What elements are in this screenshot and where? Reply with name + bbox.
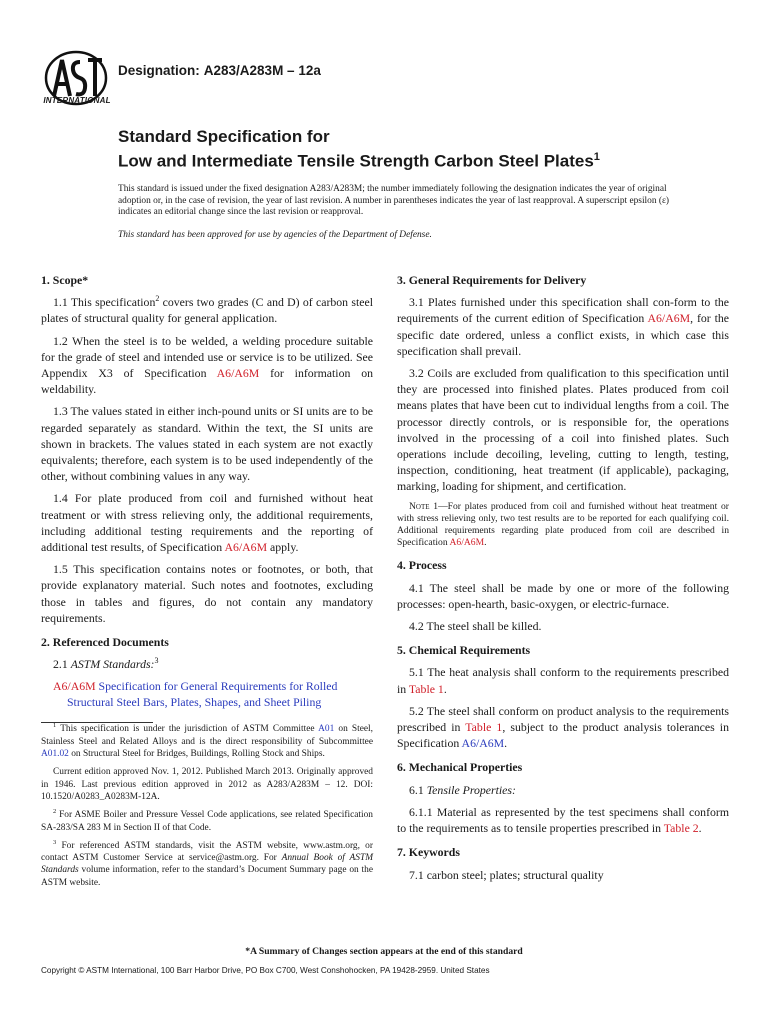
para-5-2: 5.2 The steel shall conform on product analysis to the requirements prescribed in Table 1, subject to the product analysis tolerances in Specification A6/A6M. xyxy=(397,703,729,751)
summary-of-changes-note: *A Summary of Changes section appears at the end of this standard xyxy=(245,946,523,957)
footnote-ref-3[interactable]: 3 xyxy=(154,656,159,666)
footnote-1-edition: Current edition approved Nov. 1, 2012. Published March 2013. Originally approved in 1946. Last previous edition approved in 2012 as A283/A283M – 12. DOI: 10.1520/A0283_A0283M-12A. xyxy=(41,767,373,802)
link-a6-a6m[interactable]: A6/A6M xyxy=(449,537,485,549)
para-3-2: 3.2 Coils are excluded from qualification to this specification until they are processed into finished plates. Plates produced from coil means plates that have been cut to individual lengths from a coil. The processor directly controls, or is responsible for, the operations involved in the processing of a coil into finished plates. Such operations include decoiling, leveling, cutting to length, testing, inspection, conditioning, heat treatment (if applicable), packaging, marking, loading for shipment, and certification. xyxy=(397,366,729,494)
para-4-2: 4.2 The steel shall be killed. xyxy=(409,619,542,634)
footnote-1: $^1$ This specification is under the jurisdiction of ASTM Committee A01 on Steel, Stainless Steel and Related Alloys and is the direct responsibility of Subcommittee A01.02 on Structural Steel for Bridges, Buildings, Rolling Stock and Ships. xyxy=(41,722,373,760)
para-1-1: 1.1 This specification$^2$ covers two grades (C and D) of carbon steel plates of structural quality for general application. xyxy=(41,294,373,326)
para-1-3: 1.3 The values stated in either inch-pound units or SI units are to be regarded separately as standard. Within the text, the SI units are shown in brackets. The values stated in each system are not exactly equivalents; therefore, each system is to be used independently of the other, without combining values in any way. xyxy=(41,404,373,484)
right-column xyxy=(397,272,729,889)
link-table-1[interactable]: Table 1 xyxy=(465,720,503,735)
page-title xyxy=(118,126,738,172)
ref-code[interactable]: A6/A6M xyxy=(53,679,96,694)
link-a6-a6m[interactable]: A6/A6M xyxy=(461,736,505,751)
copyright-line: Copyright © ASTM International, 100 Barr Harbor Drive, PO Box C700, West Conshohocken, PA 19428-2959. United States xyxy=(41,966,490,975)
para-3-1: 3.1 Plates furnished under this specification shall con-form to the requirements of the current edition of Specification A6/A6M, for the specific date ordered, unless a conflict exists, in which case this specification shall prevail. xyxy=(397,295,729,358)
designation-value: A283/A283M – 12a xyxy=(203,63,321,78)
para-1-5: 1.5 This specification contains notes or footnotes, or both, that provide explanatory material. Such notes and footnotes, excluding those in tables and figures, do not contain any mandatory requirements. xyxy=(41,562,373,625)
designation xyxy=(118,63,321,78)
left-column xyxy=(41,272,373,895)
footnote-3: $^3$ For referenced ASTM standards, visit the ASTM website, www.astm.org, or contact ASTM Customer Service at service@astm.org. For Annual Book of ASTM Standards volume information, refer to the standard’s Document Summary page on the ASTM website. xyxy=(41,838,373,888)
link-table-1[interactable]: Table 1 xyxy=(408,681,444,696)
para-1-4: 1.4 For plate produced from coil and furnished without heat treatment or with stress relieving only, the additional requirements, including additional testing requirements and the reporting of additional test results, of Specification A6/A6M apply. xyxy=(41,491,373,555)
designation-label: Designation: xyxy=(118,63,200,78)
referenced-document[interactable] xyxy=(53,678,373,710)
issued-statement: This standard is issued under the fixed designation A283/A283M; the number immediately following the designation indicates the year of original adoption or, in the case of revision, the year of last revision. A number in parentheses indicates the year of last reapproval. A superscript epsilon (ε) indicates an editorial change since the last revision or reapproval. xyxy=(118,184,670,218)
note-1: Note 1—For plates produced from coil and furnished without heat treatment or with stress relieving only, two test results are to be reported for each qualifying coil. Additional requirements regarding plate produced from coil are described in Specification A6/A6M. xyxy=(397,500,729,549)
section-1-heading: 1. Scope* xyxy=(41,273,89,287)
footnote-ref-2[interactable]: 2 xyxy=(155,294,160,304)
para-6-1: 6.1 Tensile Properties: xyxy=(409,782,516,797)
title-footnote-ref[interactable]: 1 xyxy=(593,151,600,163)
para-5-1: 5.1 The heat analysis shall conform to the requirements prescribed in Table 1. xyxy=(397,665,729,696)
ref-title[interactable]: Specification for General Requirements for Rolled Structural Steel Bars, Plates, Shapes, and Sheet Piling xyxy=(67,679,338,710)
section-7-heading: 7. Keywords xyxy=(397,845,460,860)
para-4-1: 4.1 The steel shall be made by one or more of the following processes: open-hearth, basic-oxygen, or electric-furnace. xyxy=(397,580,729,611)
section-5-heading: 5. Chemical Requirements xyxy=(397,643,531,658)
para-7-1: 7.1 carbon steel; plates; structural quality xyxy=(409,867,604,882)
link-a01-02[interactable]: A01.02 xyxy=(41,749,69,760)
link-a01[interactable]: A01 xyxy=(318,724,335,735)
para-2-1: 2.1 ASTM Standards:$^3$ xyxy=(53,656,159,672)
footnote-2: $^2$ For ASME Boiler and Pressure Vessel Code applications, see related Specification SA-283/SA 283 M in Section II of that Code. xyxy=(41,808,373,833)
section-2-heading: 2. Referenced Documents xyxy=(41,635,169,650)
link-table-2[interactable]: Table 2 xyxy=(663,821,699,836)
logo-subtitle: INTERNATIONAL xyxy=(43,96,111,105)
title-line-2: Low and Intermediate Tensile Strength Carbon Steel Plates$^1$ xyxy=(118,151,600,171)
link-a6-a6m[interactable]: A6/A6M xyxy=(647,311,691,326)
title-line-1: Standard Specification for xyxy=(118,127,330,146)
footnotes xyxy=(41,723,373,889)
section-4-heading: 4. Process xyxy=(397,558,447,573)
para-6-1-1: 6.1.1 Material as represented by the test specimens shall conform to the requirements as to tensile properties prescribed in Table 2. xyxy=(397,804,729,836)
section-3-heading: 3. General Requirements for Delivery xyxy=(397,273,587,287)
link-a6-a6m[interactable]: A6/A6M xyxy=(216,366,260,381)
section-6-heading: 6. Mechanical Properties xyxy=(397,760,523,775)
dod-approval-statement: This standard has been approved for use by agencies of the Department of Defense. xyxy=(118,230,432,240)
para-1-2: 1.2 When the steel is to be welded, a welding procedure suitable for the grade of steel and intended use or service is to be utilized. See Appendix X3 of Specification A6/A6M for information on weldability. xyxy=(41,333,373,397)
link-a6-a6m[interactable]: A6/A6M xyxy=(224,540,268,555)
svg-text:ASTM: ASTM xyxy=(66,75,86,83)
